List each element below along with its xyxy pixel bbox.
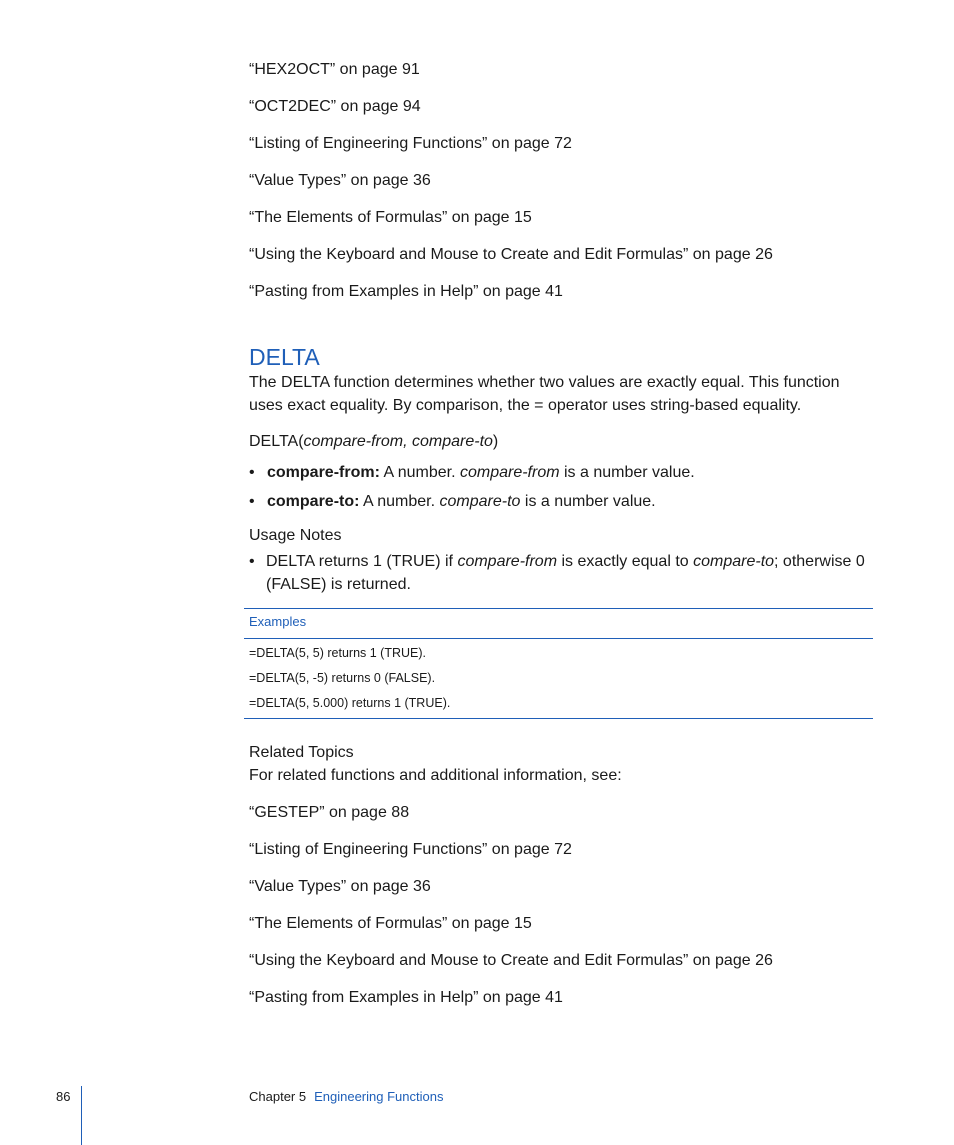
example-row: =DELTA(5, 5) returns 1 (TRUE). — [249, 646, 427, 660]
syntax-function-name: DELTA — [249, 433, 299, 450]
table-rule-bottom — [244, 718, 873, 719]
cross-reference: “Listing of Engineering Functions” on page 72 — [249, 135, 572, 152]
cross-reference: “Value Types” on page 36 — [249, 878, 431, 895]
table-rule-header — [244, 638, 873, 639]
usage-note-text: is exactly equal to — [557, 553, 694, 570]
example-row: =DELTA(5, 5.000) returns 1 (TRUE). — [249, 696, 451, 710]
footer-divider — [81, 1086, 82, 1145]
bullet-icon: • — [249, 493, 255, 510]
argument-italic: compare-from — [459, 464, 560, 481]
chapter-label: Chapter 5 — [249, 1089, 307, 1104]
usage-note — [266, 550, 866, 596]
chapter-title: Engineering Functions — [314, 1089, 444, 1104]
bullet-icon: • — [249, 464, 255, 481]
example-row: =DELTA(5, -5) returns 0 (FALSE). — [249, 671, 436, 685]
cross-reference: “The Elements of Formulas” on page 15 — [249, 915, 532, 932]
usage-note-text: DELTA returns 1 (TRUE) if — [266, 553, 458, 570]
syntax-close-paren: ) — [492, 433, 499, 450]
argument-name: compare-from: — [267, 464, 380, 481]
cross-reference: “HEX2OCT” on page 91 — [249, 61, 420, 78]
argument-text: A number. — [359, 493, 440, 510]
cross-reference: “Pasting from Examples in Help” on page 41 — [249, 989, 563, 1006]
argument-text: A number. — [379, 464, 460, 481]
usage-note-italic: compare-to — [693, 553, 775, 570]
usage-note-italic: compare-from — [457, 553, 558, 570]
related-topics-heading: Related Topics — [249, 744, 354, 761]
section-title: DELTA — [249, 344, 320, 370]
argument-italic: compare-to — [439, 493, 521, 510]
cross-reference: “GESTEP” on page 88 — [249, 804, 410, 821]
function-description: The DELTA function determines whether two values are exactly equal. This function uses exact equality. By comparison, the = operator uses string-based equality. — [249, 374, 840, 414]
page-number: 86 — [56, 1089, 71, 1104]
cross-reference: “Using the Keyboard and Mouse to Create and Edit Formulas” on page 26 — [249, 246, 773, 263]
cross-reference: “OCT2DEC” on page 94 — [249, 98, 421, 115]
argument-list — [249, 461, 859, 521]
cross-reference: “Using the Keyboard and Mouse to Create and Edit Formulas” on page 26 — [249, 952, 773, 969]
cross-reference: “The Elements of Formulas” on page 15 — [249, 209, 532, 226]
usage-note-text: ; otherwise 0 (FALSE) is returned. — [266, 553, 865, 593]
argument-text: is a number value. — [559, 464, 695, 481]
argument-text: is a number value. — [520, 493, 656, 510]
function-syntax — [249, 431, 498, 453]
usage-notes-heading: Usage Notes — [249, 527, 342, 544]
related-intro: For related functions and additional information, see: — [249, 767, 622, 784]
footer-chapter — [249, 1089, 443, 1105]
syntax-open-paren: ( — [298, 433, 304, 450]
examples-heading: Examples — [249, 614, 307, 629]
syntax-arguments: compare-from, compare-to — [303, 433, 493, 450]
table-rule-top — [244, 608, 873, 609]
examples-table — [244, 608, 873, 719]
cross-reference: “Listing of Engineering Functions” on page 72 — [249, 841, 572, 858]
cross-reference: “Value Types” on page 36 — [249, 172, 431, 189]
argument-name: compare-to: — [267, 493, 360, 510]
bullet-icon: • — [249, 553, 255, 570]
cross-reference: “Pasting from Examples in Help” on page 41 — [249, 283, 563, 300]
